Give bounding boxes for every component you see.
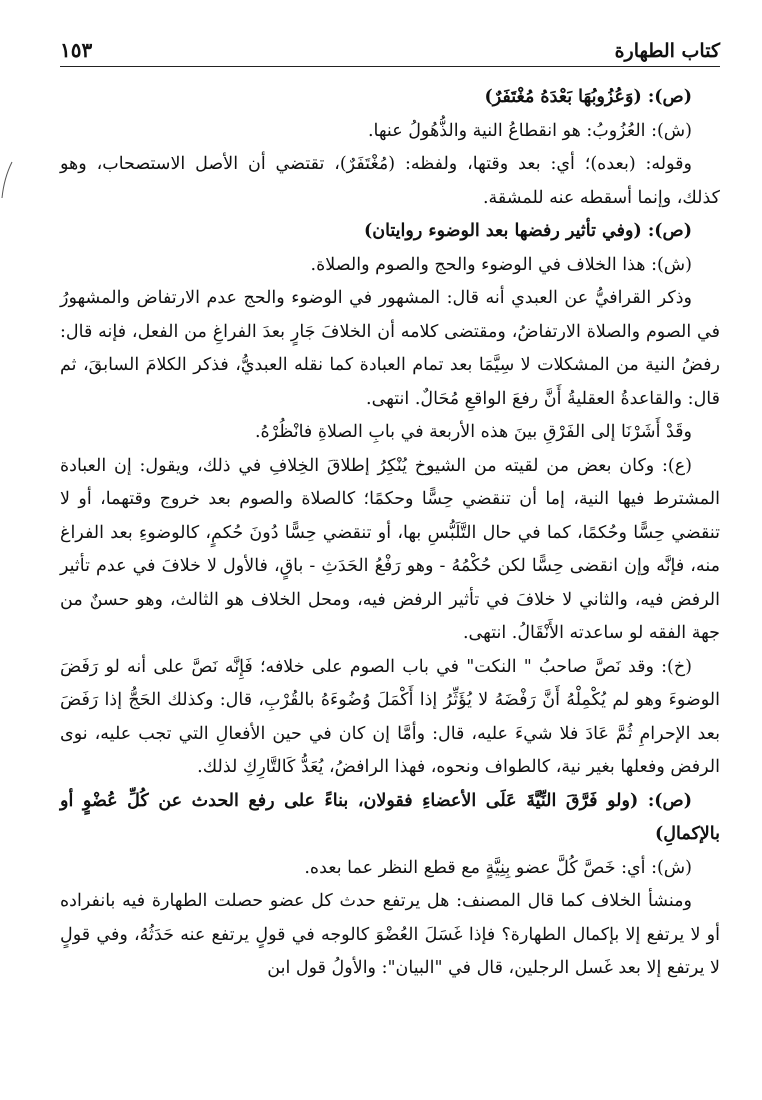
paragraph: (خ): وقد نَصَّ صاحبُ " النكت" في باب الصوم على خلافه؛ فَإِنَّه نَصَّ على أنه لو رَفَضَ الوضوءَ وهو لم يُكْمِلْهُ أَنَّ رَفْضَهُ لا يُؤَثِّرُ إذا أَكْمَلَ وُضُوءَهُ بالقُرْبِ، قال: وكذلك الحَجُّ إذا رَفَضَ بعد الإحرامِ ثُمَّ عَادَ فلا شيءَ عليه، قال: وأمَّا إن كان في حين الأفعالِ التي تجب عليه، نوى الرفض وفعلها بغير نية، كالطواف ونحوه، فهذا الرافضُ، يُعَدُّ كَالتَّارِكِ لذلك. bbox=[60, 656, 720, 777]
book-page bbox=[60, 30, 720, 1080]
paragraph: (ش): العُزُوبُ: هو انقطاعُ النية والذُّهُولُ عنها. bbox=[367, 120, 692, 141]
paragraph: ومنشأ الخلاف كما قال المصنف: هل يرتفع حدث كل عضو حصلت الطهارة فيه بانفراده أو لا يرتفع إلا بإكمال الطهارة؟ فإذا غَسَلَ العُضْوَ كالوجه في قولٍ يرتفع عنه حَدَثُهُ، وفي قولٍ لا يرتفع إلا بعد غَسل الرجلين، قال في "البيان": والأولُ قول ابن bbox=[60, 891, 720, 978]
paragraph: وذكر القرافيُّ عن العبدي أنه قال: المشهور في الوضوء والحج عدم الارتفاض والمشهورُ في الصوم والصلاة الارتفاضُ، ومقتضى كلامه أن الخلافَ جَارٍ بعدَ الفراغِ من الفعل، فإنه قال: رفضُ النية من المشكلات لا سِيَّمَا بعد تمام العبادة كما نقله العبديُّ، فذكر الكلامَ السابقَ، ثم قال: والقاعدةُ العقليةُ أَنَّ رفعَ الواقعِ مُحَالٌ. انتهى. bbox=[60, 288, 720, 409]
margin-pencil-mark bbox=[0, 160, 14, 200]
paragraph: (ص): (وَعُزُوبُهَا بَعْدَهُ مُغْتَفَرٌ) bbox=[484, 87, 692, 107]
running-header bbox=[60, 30, 720, 67]
paragraph: (ع): وكان بعض من لقيته من الشيوخ يُنْكِرُ إطلاقَ الخِلافِ في ذلك، ويقول: إن العبادة المشترط فيها النية، إما أن تنقضي حِسًّا وحكمًا؛ كالصلاة والصوم بعد خروج وقتهما، أو لا تنقضي حِسًّا وحُكمًا، كما في حال التَّلَبُّسِ بها، أو تنقضي حِسًّا دُونَ حُكمٍ، كالوضوءِ بعد الفراغ منه، فإنَّه وإن انقضى حِسًّا لكن حُكْمُهُ - وهو رَفْعُ الحَدَثِ - باقٍ، فالأول لا خلافَ في عدم تأثير الرفض فيه، والثاني لا خلافَ في تأثير الرفض فيه، ومحل الخلاف هو الثالث، وهو حسنٌ من جهة الفقه لو ساعدته الأَنْقَالُ. انتهى. bbox=[60, 455, 720, 643]
page-body bbox=[60, 67, 720, 986]
paragraph: (ص): (ولو فَرَّقَ النِّيَّةَ عَلَى الأعضاءِ فقولان، بناءً على رفع الحدث عن كُلِّ عُضْوٍ أو بالإكمالِ) bbox=[60, 790, 720, 844]
paragraph: (ش): هذا الخلاف في الوضوء والحج والصوم والصلاة. bbox=[310, 254, 692, 275]
paragraph: (ص): (وفي تأثير رفضها بعد الوضوء روايتان) bbox=[363, 221, 692, 241]
page-number: ١٥٣ bbox=[60, 38, 93, 62]
chapter-title: كتاب الطهارة bbox=[614, 40, 720, 62]
paragraph: وقوله: (بعده)؛ أي: بعد وقتها، ولفظه: (مُغْتَفَرٌ)، تقتضي أن الأصل الاستصحاب، وهو كذلك، وإنما أسقطه عنه للمشقة. bbox=[60, 154, 720, 208]
paragraph: وقَدْ أَشَرْنَا إلى الفَرْقِ بينَ هذه الأربعة في بابِ الصلاةِ فانْظُرْهُ. bbox=[254, 422, 692, 442]
paragraph: (ش): أي: خَصَّ كُلَّ عضو بِنِيَّةٍ مع قطع النظر عما بعده. bbox=[304, 857, 692, 878]
